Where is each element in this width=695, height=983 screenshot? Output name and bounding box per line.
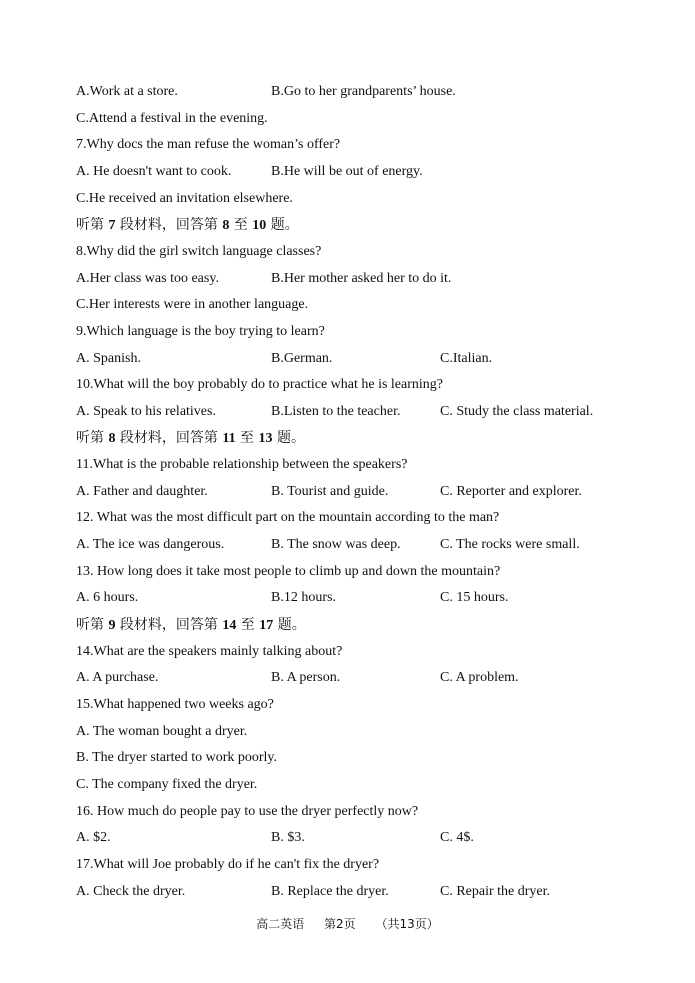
section-number: 13 xyxy=(258,431,273,447)
section-header-text: 至 xyxy=(229,217,253,234)
answer-option: C.Her interests were in another language. xyxy=(76,297,309,313)
answer-option: B. The dryer started to work poorly. xyxy=(76,750,278,766)
answer-options-row xyxy=(76,269,665,289)
answer-options-row xyxy=(76,349,665,369)
answer-option: B.Listen to the teacher. xyxy=(271,403,401,419)
question-text: 10.What will the boy probably do to practice what he is learning? xyxy=(76,377,444,393)
footer-total-pages: （共13页） xyxy=(375,917,439,931)
answer-option: A. Father and daughter. xyxy=(76,483,208,499)
section-number: 7 xyxy=(108,218,116,234)
section-number: 17 xyxy=(259,618,274,633)
section-header-text: 题。 xyxy=(272,430,305,447)
answer-options-row xyxy=(76,668,665,688)
answer-options-row xyxy=(76,482,665,502)
answer-option: B.Her mother asked her to do it. xyxy=(271,270,452,286)
section-header-text: 听第 xyxy=(76,430,109,447)
answer-option: A. 6 hours. xyxy=(76,590,139,606)
answer-option: B. Tourist and guide. xyxy=(271,483,389,499)
answer-option: A.Work at a store. xyxy=(76,84,178,99)
answer-option: A. $2. xyxy=(76,830,111,846)
answer-option: A. Check the dryer. xyxy=(76,883,186,899)
answer-option: A. Speak to his relatives. xyxy=(76,403,216,419)
answer-option: C. Reporter and explorer. xyxy=(440,483,582,499)
answer-option: B.12 hours. xyxy=(271,590,336,606)
section-number: 10 xyxy=(252,218,267,234)
answer-option: C.Attend a festival in the evening. xyxy=(76,110,268,126)
section-number: 11 xyxy=(222,431,236,447)
section-header-text: 至 xyxy=(235,430,259,447)
answer-options-row xyxy=(76,828,665,848)
answer-option: C. Study the class material. xyxy=(440,403,594,419)
answer-option: C.Italian. xyxy=(440,350,493,366)
section-header-text: 题。 xyxy=(273,617,306,633)
question-text: 13. How long does it take most people to climb up and down the mountain? xyxy=(76,563,501,579)
answer-option: A. A purchase. xyxy=(76,670,159,686)
section-header-text: 段材料，回答第 xyxy=(115,217,223,234)
section-header-text: 题。 xyxy=(266,217,299,234)
section-header-text: 段材料，回答第 xyxy=(115,617,223,633)
answer-options-row xyxy=(76,162,665,182)
question-text: 9.Which language is the boy trying to learn? xyxy=(76,323,325,339)
section-header xyxy=(76,215,665,235)
answer-option: C.He received an invitation elsewhere. xyxy=(76,190,293,206)
footer-subject: 高二英语 xyxy=(256,917,305,931)
answer-option: A. The woman bought a dryer. xyxy=(76,723,248,739)
question-text: 14.What are the speakers mainly talking about? xyxy=(76,643,343,659)
answer-option: B.He will be out of energy. xyxy=(271,163,423,179)
answer-option: A. Spanish. xyxy=(76,350,141,366)
section-header xyxy=(76,615,665,635)
answer-options-row xyxy=(76,535,665,555)
answer-options-row xyxy=(76,588,665,608)
answer-option: A. The ice was dangerous. xyxy=(76,537,225,553)
section-number: 14 xyxy=(222,618,237,633)
answer-option: A.Her class was too easy. xyxy=(76,270,219,286)
question-text: 8.Why did the girl switch language classes? xyxy=(76,243,322,259)
answer-option: C. 4$. xyxy=(440,830,474,846)
footer-page-number: 第2页 xyxy=(324,917,356,931)
question-text: 12. What was the most difficult part on the mountain according to the man? xyxy=(76,510,500,526)
section-number: 8 xyxy=(222,218,230,234)
question-text: 17.What will Joe probably do if he can't fix the dryer? xyxy=(76,856,380,872)
page-footer xyxy=(0,914,695,934)
section-number: 9 xyxy=(108,618,116,633)
answer-option: C. The rocks were small. xyxy=(440,537,580,553)
question-text: 11.What is the probable relationship between the speakers? xyxy=(76,457,408,473)
section-number: 8 xyxy=(108,431,116,447)
section-header-text: 段材料，回答第 xyxy=(115,430,223,447)
question-text: 16. How much do people pay to use the dryer perfectly now? xyxy=(76,803,419,819)
section-header-text: 听第 xyxy=(76,617,109,633)
answer-option: C. 15 hours. xyxy=(440,590,509,606)
answer-option: B. Replace the dryer. xyxy=(271,883,389,899)
answer-options-row xyxy=(76,882,665,902)
answer-option: B.German. xyxy=(271,350,333,366)
question-text: 15.What happened two weeks ago? xyxy=(76,696,274,712)
answer-options-row xyxy=(76,402,665,422)
section-header-text: 听第 xyxy=(76,217,109,234)
answer-options-row xyxy=(76,82,665,102)
answer-option: A. He doesn't want to cook. xyxy=(76,163,232,179)
answer-option: B. The snow was deep. xyxy=(271,537,401,553)
answer-option: C. Repair the dryer. xyxy=(440,883,551,899)
answer-option: C. The company fixed the dryer. xyxy=(76,776,258,792)
answer-option: B. A person. xyxy=(271,670,341,686)
answer-option: B.Go to her grandparents’ house. xyxy=(271,84,456,99)
section-header-text: 至 xyxy=(236,617,260,633)
answer-option: C. A problem. xyxy=(440,670,519,686)
section-header xyxy=(76,428,665,448)
answer-option: B. $3. xyxy=(271,830,305,846)
question-text: 7.Why docs the man refuse the woman’s offer? xyxy=(76,137,341,153)
